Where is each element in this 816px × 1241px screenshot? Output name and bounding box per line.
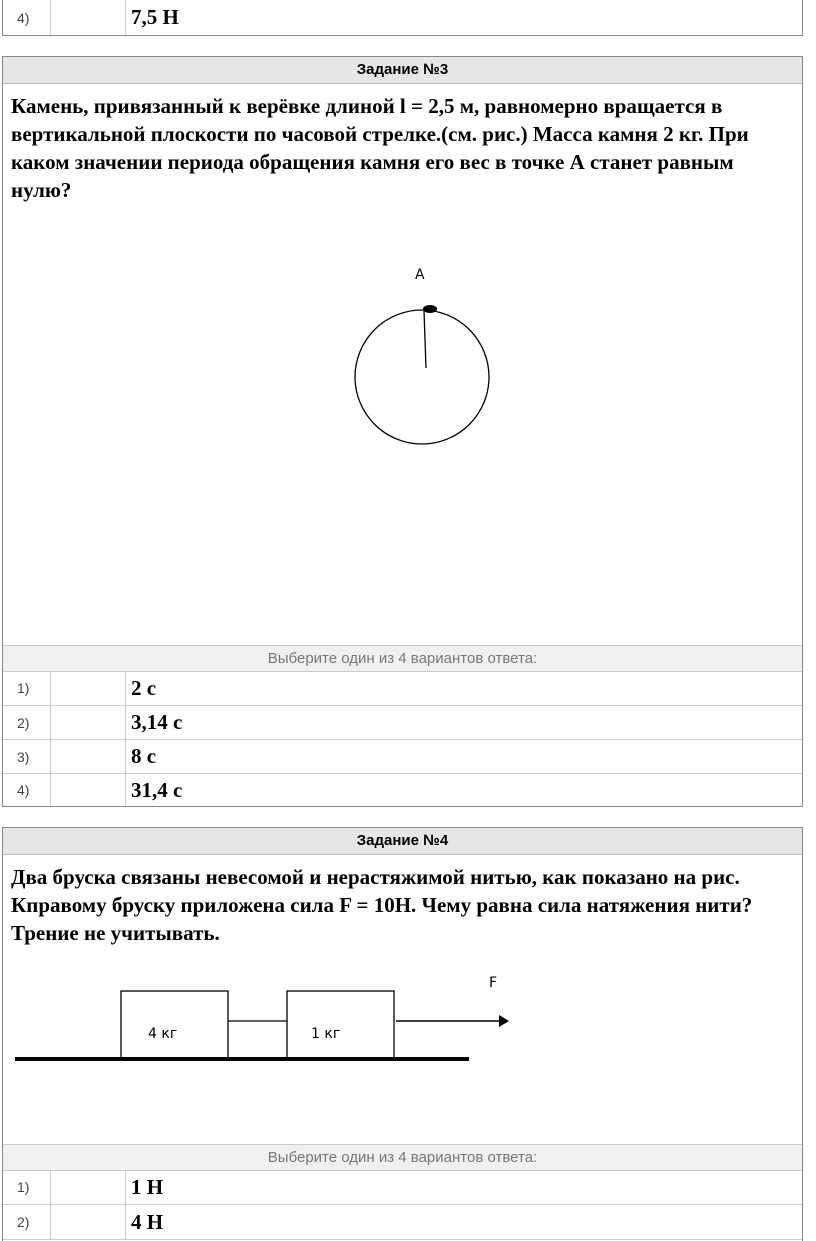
answer-option[interactable]	[3, 774, 802, 806]
option-number: 4)	[3, 0, 51, 35]
rope-line	[424, 311, 426, 368]
orbit-circle	[355, 310, 489, 444]
block-left-label: 4 кг	[148, 1026, 178, 1042]
option-number: 1)	[3, 671, 51, 705]
task-question: Два бруска связаны невесомой и нерастяжимой нитью, как показано на рис. Кправому бруску приложена сила F = 10Н. Чему равна сила натяжения нити? Трение не учитывать.	[11, 865, 753, 945]
option-value: 31,4 с	[131, 777, 183, 802]
task-3	[2, 56, 803, 807]
answer-option[interactable]	[3, 0, 802, 35]
answer-option[interactable]	[3, 1205, 802, 1240]
circle-figure	[3, 257, 804, 677]
option-number: 1)	[3, 1170, 51, 1204]
option-number: 4)	[3, 774, 51, 806]
block-right-label: 1 кг	[311, 1026, 341, 1042]
answer-option[interactable]	[3, 1170, 802, 1205]
block-right	[287, 991, 394, 1059]
option-number: 3)	[3, 740, 51, 773]
task-title: Задание №4	[3, 828, 802, 855]
option-value: 1 Н	[131, 1174, 164, 1199]
option-number: 2)	[3, 706, 51, 739]
option-value: 8 с	[131, 744, 157, 768]
answer-option[interactable]	[3, 671, 802, 706]
force-label: F	[489, 975, 498, 991]
blocks-figure	[3, 963, 804, 1093]
block-left	[121, 991, 228, 1059]
task-question: Камень, привязанный к верёвке длиной l = 2,5 м, равномерно вращается в вертикальной плоскости по часовой стрелке.(см. рис.) Масса камня 2 кг. При каком значении периода обращения камня его вес в точке А станет равным нулю?	[11, 94, 749, 202]
option-value: 2 с	[131, 675, 157, 700]
task-title: Задание №3	[3, 57, 802, 84]
prev-task-tail	[2, 0, 803, 36]
force-arrow-head	[499, 1015, 509, 1027]
answer-prompt: Выберите один из 4 вариантов ответа:	[3, 645, 802, 672]
answer-prompt: Выберите один из 4 вариантов ответа:	[3, 1144, 802, 1171]
option-number: 2)	[3, 1205, 51, 1239]
task-4	[2, 827, 803, 1241]
answer-option[interactable]	[3, 740, 802, 774]
point-a-label: А	[415, 267, 425, 283]
stone-mark	[423, 305, 437, 313]
option-value: 3,14 с	[131, 710, 183, 734]
option-value: 7,5 Н	[131, 5, 179, 29]
answer-option[interactable]	[3, 706, 802, 740]
option-value: 4 Н	[131, 1209, 164, 1234]
